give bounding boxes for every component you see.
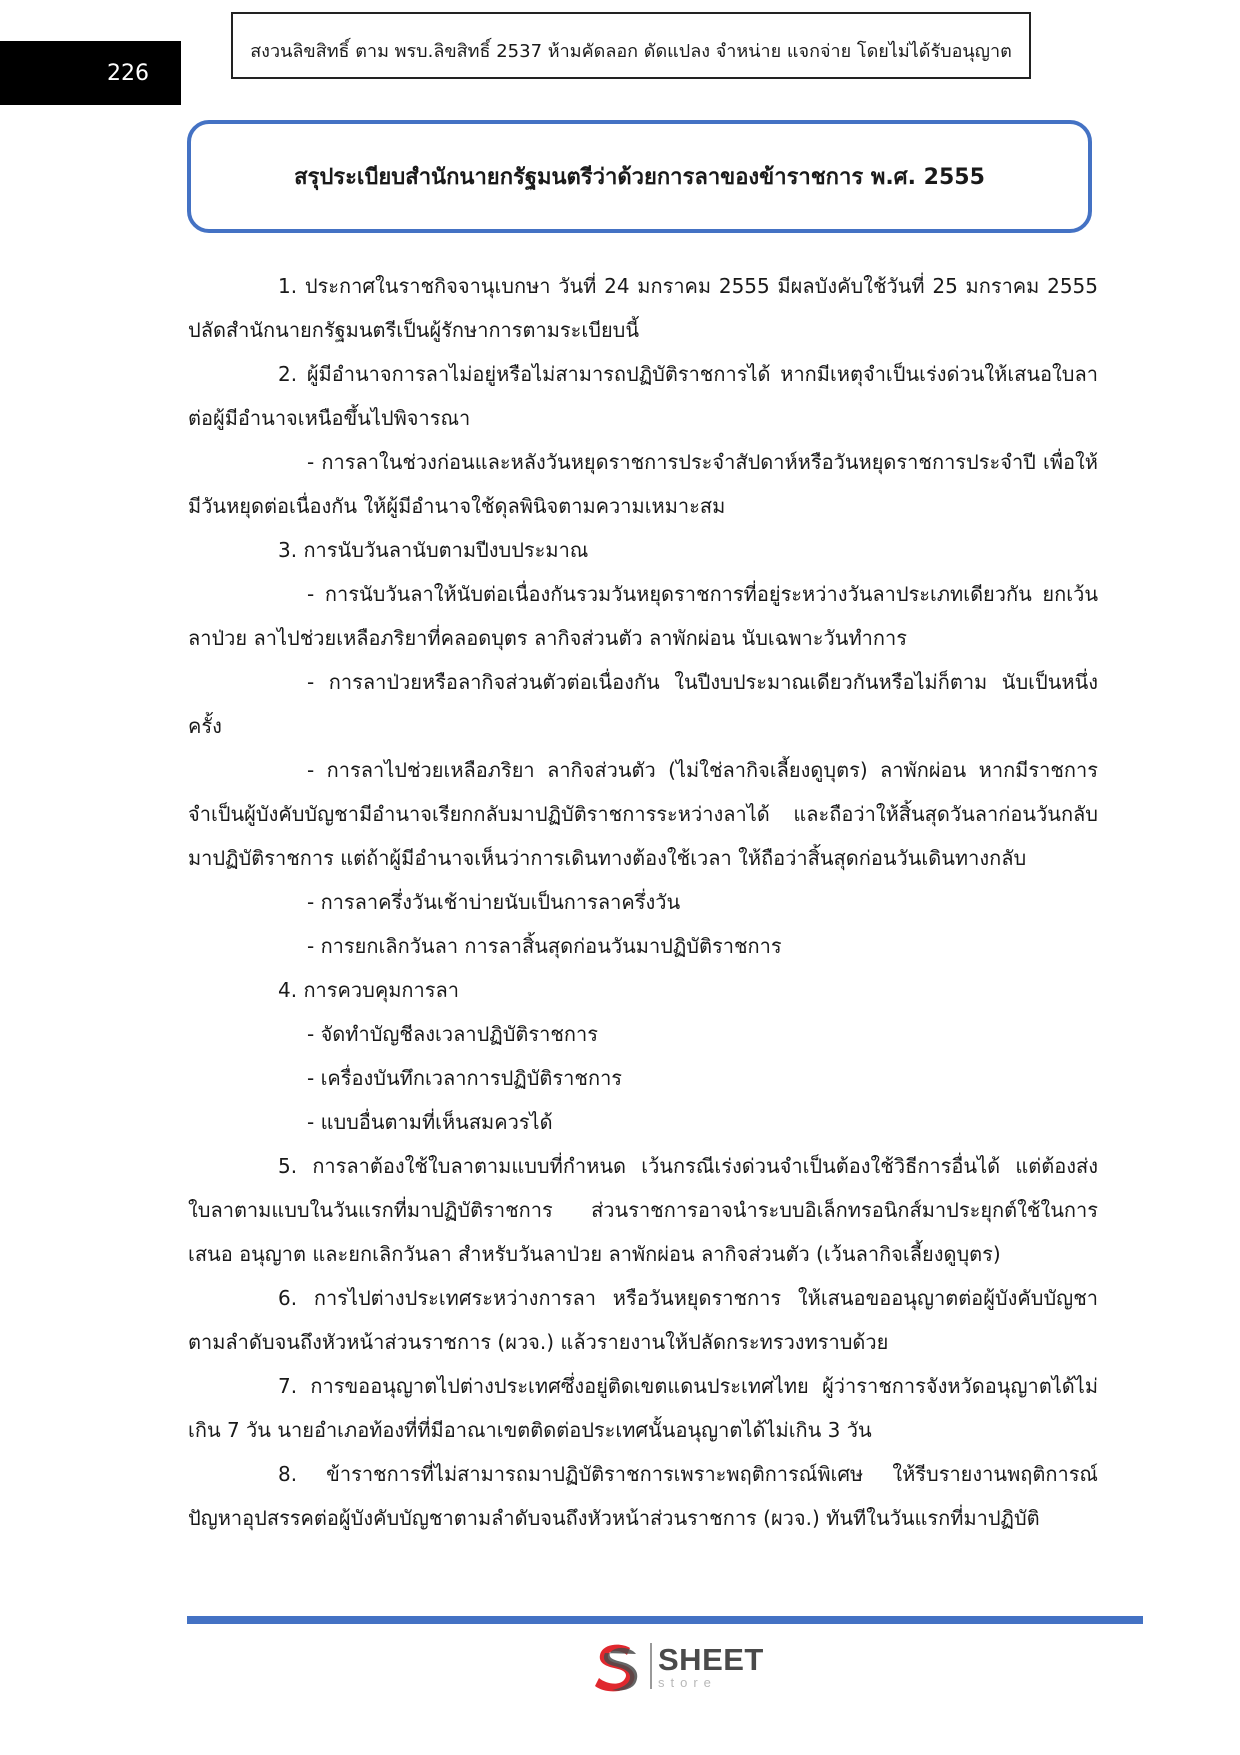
title-box [187, 120, 1092, 233]
paragraph-1: 1. ประกาศในราชกิจจานุเบกษา วันที่ 24 มกราคม 2555 มีผลบังคับใช้วันที่ 25 มกราคม 2555 ปลัดสำนักนายกรัฐมนตรีเป็นผู้รักษาการตามระเบียบนี้ [188, 274, 1098, 342]
paragraph-6: 6. การไปต่างประเทศระหว่างการลา หรือวันหยุดราชการ ให้เสนอขออนุญาตต่อผู้บังคับบัญชาตามลำดับจนถึงหัวหน้าส่วนราชการ (ผวจ.) แล้วรายงานให้ปลัดกระทรวงทราบด้วย [188, 1286, 1098, 1354]
logo-text [658, 1641, 764, 1690]
paragraph-8: 8. ข้าราชการที่ไม่สามารถมาปฏิบัติราชการเพราะพฤติการณ์พิเศษ ให้รีบรายงานพฤติการณ์ปัญหาอุปสรรคต่อผู้บังคับบัญชาตามลำดับจนถึงหัวหน้าส่วนราชการ (ผวจ.) ทันทีในวันแรกที่มาปฏิบัติ [188, 1462, 1098, 1530]
logo-word: SHEET [658, 1641, 764, 1677]
logo-s-icon [590, 1640, 644, 1692]
paragraph-3-bullet-b: - การลาป่วยหรือลากิจส่วนตัวต่อเนื่องกัน ในปีงบประมาณเดียวกันหรือไม่ก็ตาม นับเป็นหนึ่งครั้ง [188, 670, 1098, 738]
paragraph-3: 3. การนับวันลานับตามปีงบประมาณ [278, 538, 589, 562]
paragraph-3-bullet-e: - การยกเลิกวันลา การลาสิ้นสุดก่อนวันมาปฏิบัติราชการ [307, 934, 782, 958]
page-title: สรุประเบียบสำนักนายกรัฐมนตรีว่าด้วยการลาของข้าราชการ พ.ศ. 2555 [294, 165, 985, 190]
paragraph-2: 2. ผู้มีอำนาจการลาไม่อยู่หรือไม่สามารถปฏิบัติราชการได้ หากมีเหตุจำเป็นเร่งด่วนให้เสนอใบลาต่อผู้มีอำนาจเหนือขึ้นไปพิจารณา [188, 362, 1098, 430]
paragraph-4: 4. การควบคุมการลา [278, 978, 459, 1002]
logo-divider [650, 1643, 652, 1689]
paragraph-4-bullet-c: - แบบอื่นตามที่เห็นสมควรได้ [307, 1110, 553, 1134]
logo-sub: store [658, 1674, 717, 1690]
copyright-notice-box [231, 12, 1031, 79]
sheet-store-logo [590, 1640, 764, 1692]
page-number-tab [0, 41, 181, 105]
paragraph-2-bullet: - การลาในช่วงก่อนและหลังวันหยุดราชการประจำสัปดาห์หรือวันหยุดราชการประจำปี เพื่อให้มีวันหยุดต่อเนื่องกัน ให้ผู้มีอำนาจใช้ดุลพินิจตามความเหมาะสม [188, 450, 1098, 518]
paragraph-4-bullet-a: - จัดทำบัญชีลงเวลาปฏิบัติราชการ [307, 1022, 599, 1046]
copyright-notice: สงวนลิขสิทธิ์ ตาม พรบ.ลิขสิทธิ์ 2537 ห้ามคัดลอก ดัดแปลง จำหน่าย แจกจ่าย โดยไม่ได้รับอนุญาต [250, 41, 1012, 62]
paragraph-4-bullet-b: - เครื่องบันทึกเวลาการปฏิบัติราชการ [307, 1066, 623, 1090]
paragraph-3-bullet-d: - การลาครึ่งวันเช้าบ่ายนับเป็นการลาครึ่งวัน [307, 890, 681, 914]
document-body [188, 264, 1098, 1540]
paragraph-5: 5. การลาต้องใช้ใบลาตามแบบที่กำหนด เว้นกรณีเร่งด่วนจำเป็นต้องใช้วิธีการอื่นได้ แต่ต้องส่งใบลาตามแบบในวันแรกที่มาปฏิบัติราชการ ส่วนราชการอาจนำระบบอิเล็กทรอนิกส์มาประยุกต์ใช้ในการเสนอ อนุญาต และยกเลิกวันลา สำหรับวันลาป่วย ลาพักผ่อน ลากิจส่วนตัว (เว้นลากิจเลี้ยงดูบุตร) [188, 1154, 1098, 1266]
paragraph-3-bullet-a: - การนับวันลาให้นับต่อเนื่องกันรวมวันหยุดราชการที่อยู่ระหว่างวันลาประเภทเดียวกัน ยกเว้นลาป่วย ลาไปช่วยเหลือภริยาที่คลอดบุตร ลากิจส่วนตัว ลาพักผ่อน นับเฉพาะวันทำการ [188, 582, 1098, 650]
paragraph-3-bullet-c: - การลาไปช่วยเหลือภริยา ลากิจส่วนตัว (ไม่ใช่ลากิจเลี้ยงดูบุตร) ลาพักผ่อน หากมีราชการจำเป็นผู้บังคับบัญชามีอำนาจเรียกกลับมาปฏิบัติราชการระหว่างลาได้ และถือว่าให้สิ้นสุดวันลาก่อนวันกลับมาปฏิบัติราชการ แต่ถ้าผู้มีอำนาจเห็นว่าการเดินทางต้องใช้เวลา ให้ถือว่าสิ้นสุดก่อนวันเดินทางกลับ [188, 758, 1098, 870]
paragraph-7: 7. การขออนุญาตไปต่างประเทศซึ่งอยู่ติดเขตแดนประเทศไทย ผู้ว่าราชการจังหวัดอนุญาตได้ไม่เกิน 7 วัน นายอำเภอท้องที่ที่มีอาณาเขตติดต่อประเทศนั้นอนุญาตได้ไม่เกิน 3 วัน [188, 1374, 1098, 1442]
page-number: 226 [107, 60, 149, 86]
footer-rule [187, 1616, 1143, 1624]
